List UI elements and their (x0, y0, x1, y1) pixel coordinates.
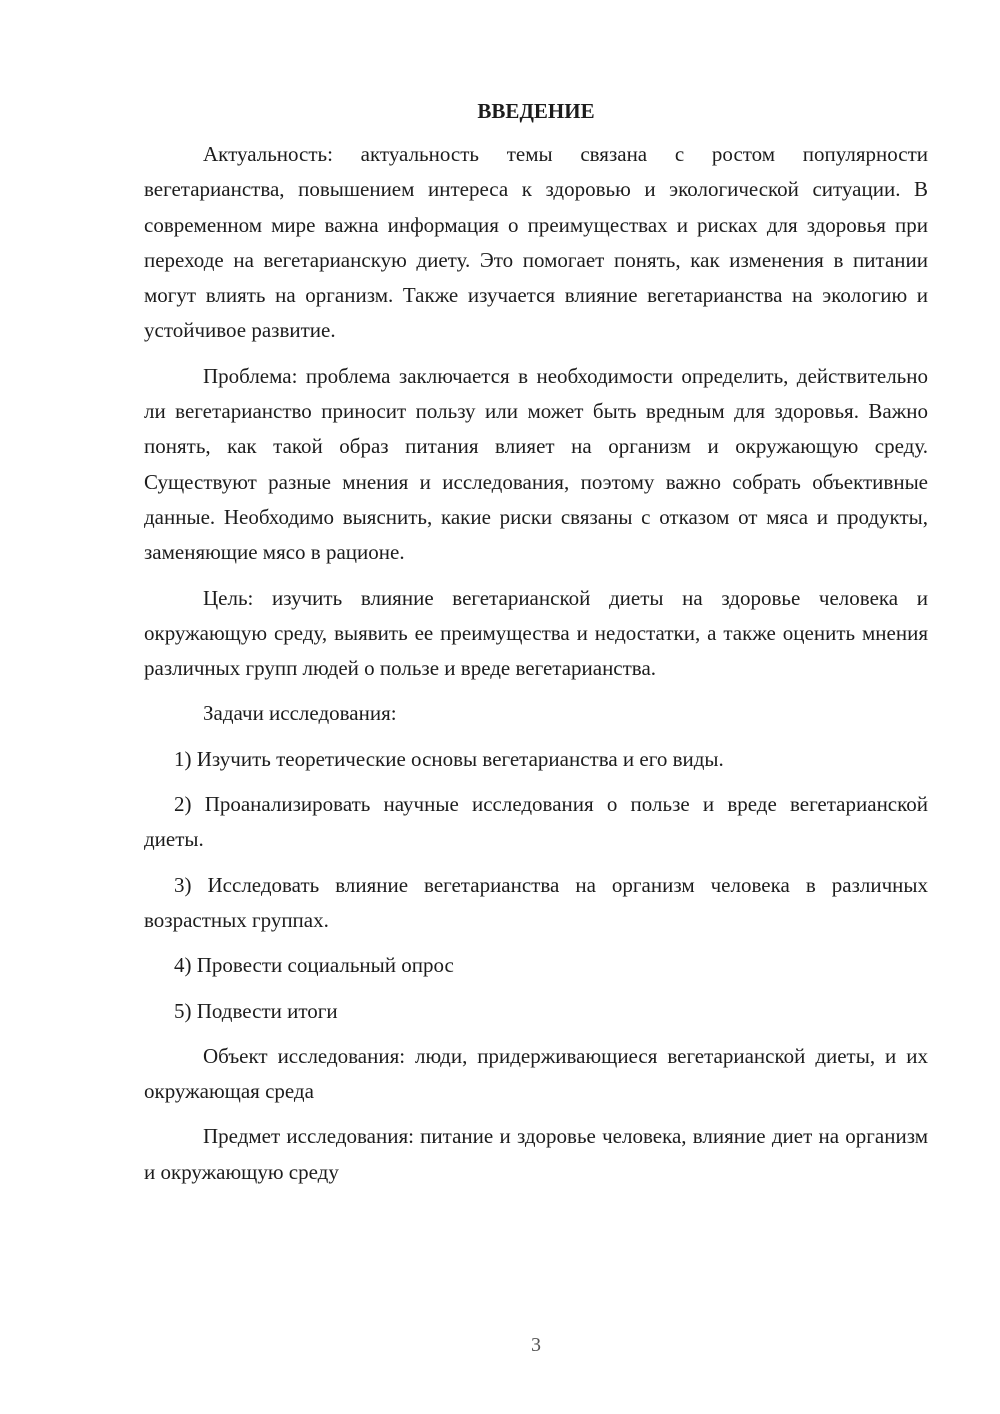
task-item-5: 5) Подвести итоги (174, 998, 338, 1023)
task-item-1: 1) Изучить теоретические основы вегетарианства и его виды. (174, 746, 724, 771)
page-number: 3 (531, 1334, 541, 1356)
tasks-title: Задачи исследования: (203, 701, 397, 726)
task-item-4: 4) Провести социальный опрос (174, 953, 454, 978)
paragraph-subject: Предмет исследования: питание и здоровье человека, влияние диет на организм и окружающую среду (144, 1124, 928, 1184)
section-heading: ВВЕДЕНИЕ (477, 99, 595, 123)
paragraph-relevance: Актуальность: актуальность темы связана с ростом популярности вегетарианства, повышением интереса к здоровью и экологической ситуации. В современном мире важна информация о преимуществах и рисках для здоровья при переходе на вегетарианскую диету. Это помогает понять, как изменения в питании могут влиять на организм. Также изучается влияние вегетарианства на экологию и устойчивое развитие. (144, 142, 928, 343)
paragraph-object: Объект исследования: люди, придерживающиеся вегетарианской диеты, и их окружающая среда (144, 1043, 928, 1104)
task-item-3: 3) Исследовать влияние вегетарианства на организм человека в различных возрастных группах. (144, 872, 928, 932)
task-item-2: 2) Проанализировать научные исследования о пользе и вреде вегетарианской диеты. (144, 792, 928, 852)
paragraph-goal: Цель: изучить влияние вегетарианской диеты на здоровье человека и окружающую среду, выявить ее преимущества и недостатки, а также оценить мнения различных групп людей о пользе и вреде вегетарианства. (144, 585, 928, 681)
document-body (144, 96, 928, 1200)
paragraph-problem: Проблема: проблема заключается в необходимости определить, действительно ли вегетарианство приносит пользу или может быть вредным для здоровья. Важно понять, как такой образ питания влияет на организм и окружающую среду. Существуют разные мнения и исследования, поэтому важно собрать объективные данные. Необходимо выяснить, какие риски связаны с отказом от мяса и продукты, заменяющие мясо в рационе. (144, 363, 928, 565)
